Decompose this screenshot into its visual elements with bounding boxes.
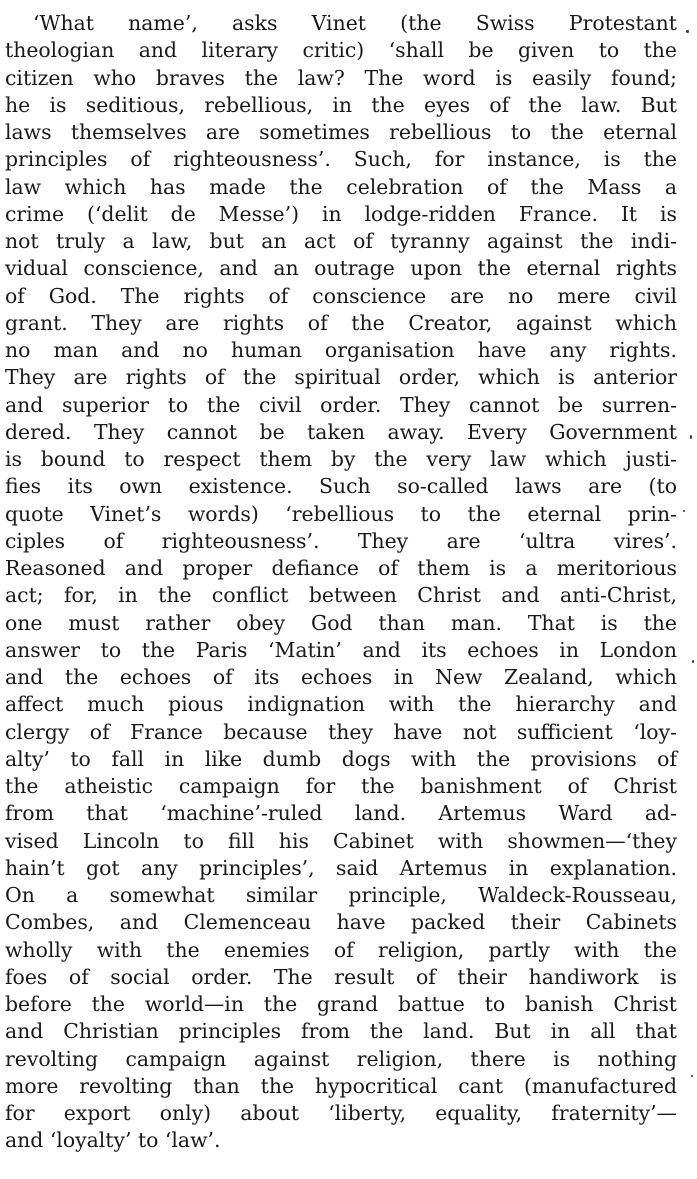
text-line: one must rather obey God than man. That is the: [5, 610, 677, 635]
text-line: he is seditious, rebellious, in the eyes of the law. But: [5, 92, 677, 117]
text-line: Reasoned and proper defiance of them is a meritorious: [5, 556, 677, 580]
text-line: clergy of France because they have not sufficient ‘loy-: [5, 719, 677, 744]
text-line: law which has made the celebration of the Mass a: [5, 174, 677, 199]
print-speck: [692, 660, 694, 663]
text-line: quote Vinet’s words) ‘rebellious to the eternal prin-: [5, 501, 677, 526]
text-line: laws themselves are sometimes rebellious to the eternal: [5, 120, 677, 144]
print-speck: [691, 1075, 693, 1077]
text-line: crime (‘delit de Messe’) in lodge-ridden France. It is: [5, 201, 677, 226]
text-line: and superior to the civil order. They cannot be surren-: [5, 392, 677, 417]
text-line: On a somewhat similar principle, Waldeck-Rousseau,: [5, 883, 677, 907]
text-line: act; for, in the conflict between Christ and anti-Christ,: [5, 583, 677, 608]
text-line: They are rights of the spiritual order, which is anterior: [5, 365, 677, 390]
text-line: the atheistic campaign for the banishment of Christ: [5, 774, 677, 798]
text-line: affect much pious indignation with the hierarchy and: [5, 692, 677, 717]
text-line: of God. The rights of conscience are no mere civil: [5, 283, 677, 308]
text-line: vidual conscience, and an outrage upon the eternal rights: [5, 256, 677, 281]
text-line: revolting campaign against religion, there is nothing: [5, 1046, 677, 1071]
text-line: grant. They are rights of the Creator, against which: [5, 310, 677, 335]
print-speck: [686, 30, 689, 33]
text-line: ciples of righteousness’. They are ‘ultra vires’.: [5, 528, 677, 553]
text-line: vised Lincoln to fill his Cabinet with showmen—‘they: [5, 828, 677, 853]
text-line: dered. They cannot be taken away. Every Government: [5, 419, 677, 444]
text-line: wholly with the enemies of religion, partly with the: [5, 937, 677, 962]
text-line: ‘What name’, asks Vinet (the Swiss Protestant: [33, 11, 677, 35]
text-line: hain’t got any principles’, said Artemus in explanation.: [5, 855, 677, 880]
text-line: no man and no human organisation have any rights.: [5, 338, 677, 362]
text-line: more revolting than the hypocritical cant (manufactured: [5, 1073, 677, 1098]
text-line: is bound to respect them by the very law which justi-: [5, 447, 677, 471]
text-line: principles of righteousness’. Such, for instance, is the: [5, 147, 677, 172]
text-line: from that ‘machine’-ruled land. Artemus Ward ad-: [5, 801, 677, 826]
text-line: foes of social order. The result of their handiwork is: [5, 964, 677, 989]
text-line: Combes, and Clemenceau have packed their Cabinets: [5, 910, 677, 935]
text-line: not truly a law, but an act of tyranny against the indi-: [5, 229, 677, 253]
text-line: alty’ to fall in like dumb dogs with the provisions of: [5, 746, 677, 771]
text-line: and the echoes of its echoes in New Zealand, which: [5, 665, 677, 689]
text-line: fies its own existence. Such so-called laws are (to: [5, 474, 677, 499]
text-line: citizen who braves the law? The word is easily found;: [5, 65, 677, 90]
text-line: and Christian principles from the land. But in all that: [5, 1019, 677, 1044]
text-line: before the world—in the grand battue to banish Christ: [5, 992, 677, 1016]
text-line: answer to the Paris ‘Matin’ and its echoes in London: [5, 637, 677, 662]
text-line-last: and ‘loyalty’ to ‘law’.: [5, 1128, 221, 1153]
text-line: for export only) about ‘liberty, equality, fraternity’—: [5, 1101, 677, 1125]
text-line: theologian and literary critic) ‘shall be given to the: [5, 38, 677, 63]
article-column: [5, 10, 677, 1155]
print-speck: [683, 510, 685, 512]
print-speck: [690, 435, 692, 439]
